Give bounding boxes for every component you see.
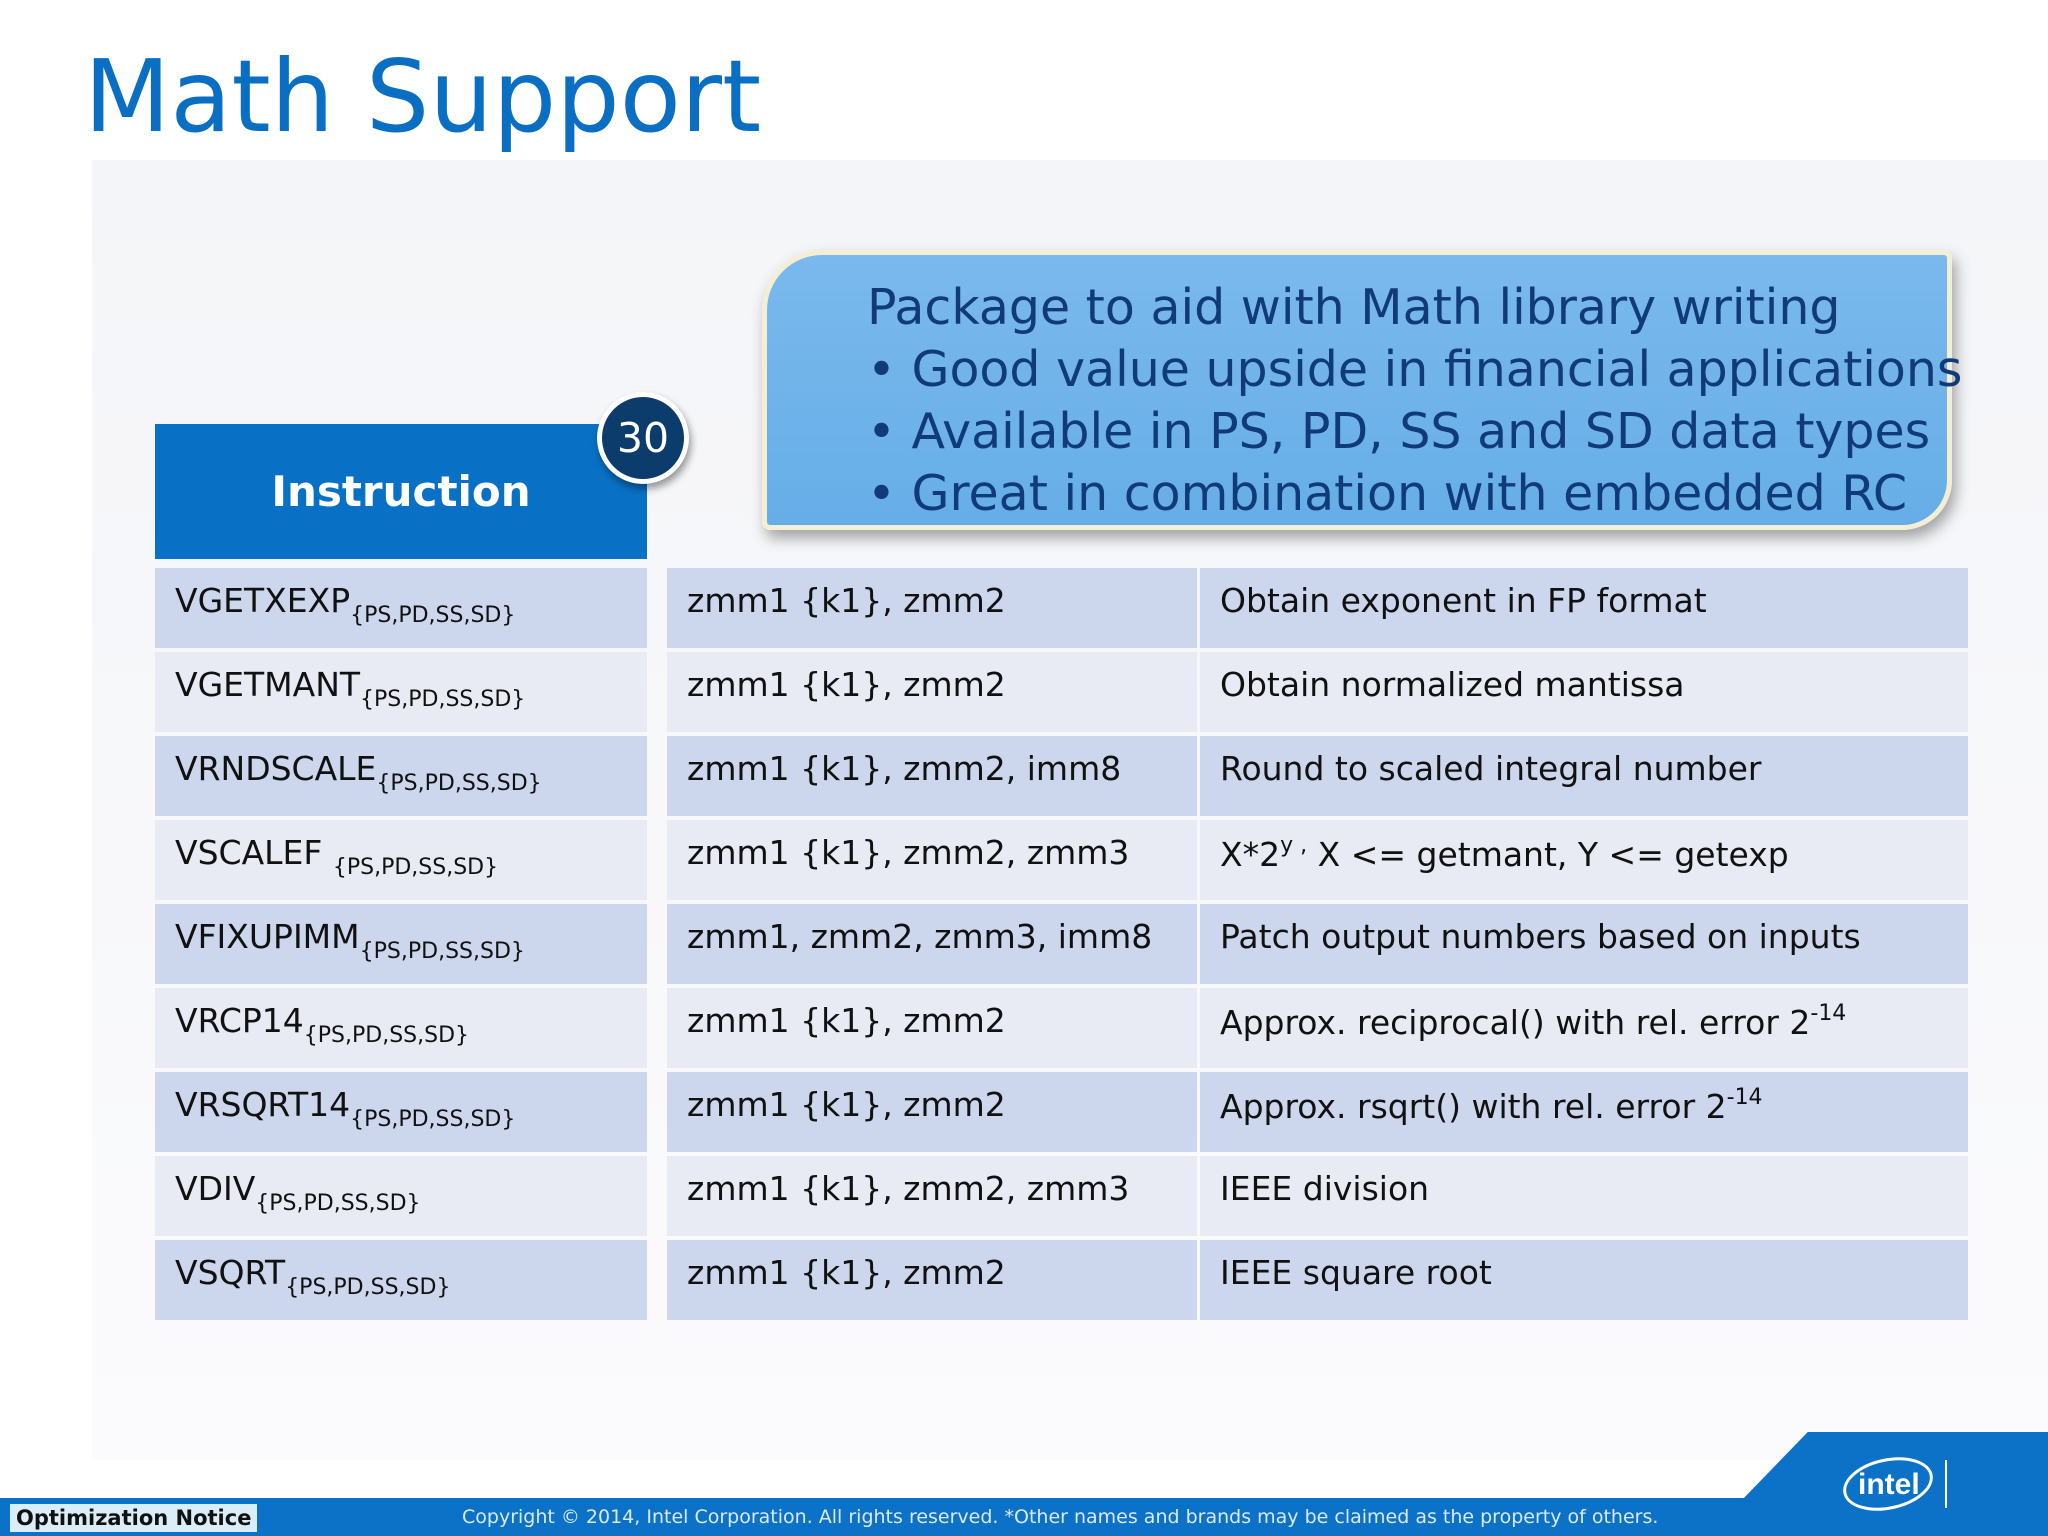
- description-cell: Round to scaled integral number: [1200, 736, 1968, 816]
- copyright-text: Copyright © 2014, Intel Corporation. All rights reserved. *Other names and brands may be claimed as the property of others.: [462, 1506, 1659, 1528]
- optimization-notice-link[interactable]: Optimization Notice: [10, 1504, 257, 1532]
- instruction-name: VGETMANT: [175, 665, 361, 704]
- description-cell: Obtain normalized mantissa: [1200, 652, 1968, 732]
- description-cell: [1200, 1072, 1968, 1152]
- instruction-suffix: {PS,PD,SS,SD}: [255, 1191, 421, 1216]
- instruction-suffix: {PS,PD,SS,SD}: [332, 855, 499, 880]
- instruction-name: VRSQRT14: [175, 1085, 351, 1124]
- description-text: Approx. reciprocal() with rel. error 2: [1220, 1003, 1811, 1042]
- instruction-name: VRNDSCALE: [175, 749, 377, 788]
- slide-number-badge: 30: [597, 392, 689, 484]
- description-cell: Patch output numbers based on inputs: [1200, 904, 1968, 984]
- instruction-suffix: {PS,PD,SS,SD}: [350, 603, 516, 628]
- intel-logo-icon: [1838, 1450, 1956, 1518]
- instruction-cell: [155, 1072, 647, 1152]
- instruction-suffix: {PS,PD,SS,SD}: [376, 771, 542, 796]
- description-text: X <= getmant, Y <= getexp: [1307, 835, 1789, 874]
- operands-cell: zmm1 {k1}, zmm2: [667, 652, 1197, 732]
- instruction-suffix: {PS,PD,SS,SD}: [303, 1023, 470, 1048]
- instruction-name: VFIXUPIMM: [175, 917, 360, 956]
- instruction-cell: [155, 652, 647, 732]
- instruction-name: VSCALEF: [175, 833, 333, 872]
- instruction-suffix: {PS,PD,SS,SD}: [359, 939, 525, 964]
- instruction-name: VRCP14: [175, 1001, 304, 1040]
- callout-bullet: • Great in combination with embedded RC: [867, 465, 1908, 522]
- description-cell: IEEE division: [1200, 1156, 1968, 1236]
- description-cell: IEEE square root: [1200, 1240, 1968, 1320]
- description-cell: Obtain exponent in FP format: [1200, 568, 1968, 648]
- instruction-cell: [155, 988, 647, 1068]
- instruction-cell: [155, 904, 647, 984]
- table-header-instruction: Instruction: [155, 424, 647, 559]
- description-text: Approx. rsqrt() with rel. error 2: [1220, 1087, 1727, 1126]
- operands-cell: zmm1 {k1}, zmm2: [667, 568, 1197, 648]
- instruction-cell: [155, 1240, 647, 1320]
- operands-cell: zmm1, zmm2, zmm3, imm8: [667, 904, 1197, 984]
- instruction-name: VGETXEXP: [175, 581, 351, 620]
- description-cell: [1200, 820, 1968, 900]
- operands-cell: zmm1 {k1}, zmm2, imm8: [667, 736, 1197, 816]
- instruction-suffix: {PS,PD,SS,SD}: [285, 1275, 451, 1300]
- callout-bullet: • Available in PS, PD, SS and SD data types: [867, 403, 1931, 460]
- instruction-suffix: {PS,PD,SS,SD}: [350, 1107, 516, 1132]
- operands-cell: zmm1 {k1}, zmm2: [667, 1072, 1197, 1152]
- description-cell: [1200, 988, 1968, 1068]
- instruction-suffix: {PS,PD,SS,SD}: [360, 687, 526, 712]
- callout-box: [762, 250, 1963, 530]
- operands-cell: zmm1 {k1}, zmm2: [667, 1240, 1197, 1320]
- description-superscript: y ,: [1280, 833, 1308, 858]
- instruction-cell: [155, 1156, 647, 1236]
- description-superscript: -14: [1810, 1001, 1847, 1026]
- instruction-name: VDIV: [175, 1169, 256, 1208]
- operands-cell: zmm1 {k1}, zmm2, zmm3: [667, 1156, 1197, 1236]
- instruction-name: VSQRT: [175, 1253, 286, 1292]
- logo-text: intel: [1858, 1468, 1920, 1501]
- instruction-cell: [155, 736, 647, 816]
- callout-heading: Package to aid with Math library writing: [867, 279, 1841, 336]
- description-text: X*2: [1220, 835, 1281, 874]
- description-superscript: -14: [1726, 1085, 1763, 1110]
- operands-cell: zmm1 {k1}, zmm2: [667, 988, 1197, 1068]
- operands-cell: zmm1 {k1}, zmm2, zmm3: [667, 820, 1197, 900]
- page-title: Math Support: [84, 38, 762, 155]
- callout-bullet: • Good value upside in financial applications: [867, 341, 1963, 398]
- instruction-cell: [155, 568, 647, 648]
- instruction-cell: [155, 820, 647, 900]
